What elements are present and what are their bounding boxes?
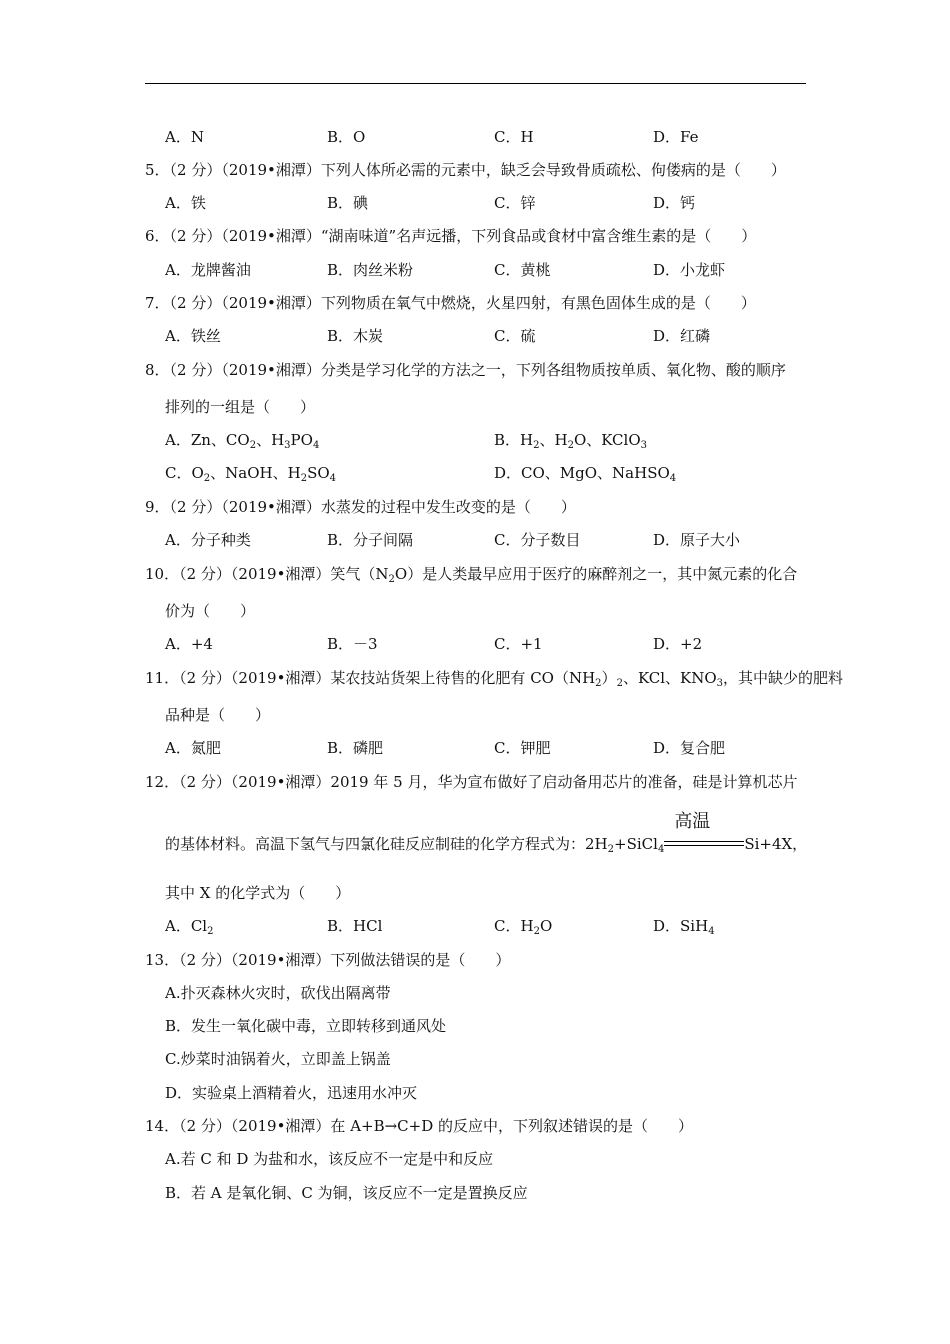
option-c: C．钾肥 bbox=[494, 739, 551, 757]
question-14-option-a: A.若 C 和 D 为盐和水，该反应不一定是中和反应 bbox=[165, 1150, 494, 1168]
question-9-stem: 9．（2 分）（2019•湘潭）水蒸发的过程中发生改变的是（ ） bbox=[145, 498, 576, 516]
question-13-stem: 13．（2 分）（2019•湘潭）下列做法错误的是（ ） bbox=[145, 951, 511, 969]
option-c: C．+1 bbox=[494, 635, 543, 653]
option-b: B．HCl bbox=[327, 917, 383, 935]
question-11-stem-line2: 品种是（ ） bbox=[165, 706, 271, 724]
option-c: C．$O_2$、NaOH、$H_2SO_4$ bbox=[165, 464, 337, 484]
option-c: C．黄桃 bbox=[494, 261, 551, 279]
question-13-option-b: B．发生一氧化碳中毒，立即转移到通风处 bbox=[165, 1017, 447, 1035]
option-b: B．肉丝米粉 bbox=[327, 261, 414, 279]
question-14-option-b: B．若 A 是氧化铜、C 为铜，该反应不一定是置换反应 bbox=[165, 1184, 528, 1202]
option-a: A．$Cl_2$ bbox=[165, 917, 214, 937]
option-c: C．硫 bbox=[494, 327, 536, 345]
option-b: B．$H_2$、$H_2O$、KClO$_3$ bbox=[494, 431, 648, 451]
option-a: A．铁丝 bbox=[165, 327, 221, 345]
option-d: D．+2 bbox=[653, 635, 703, 653]
question-13-option-d: D．实验桌上酒精着火，迅速用水冲灭 bbox=[165, 1084, 418, 1102]
question-13-option-c: C.炒菜时油锅着火，立即盖上锅盖 bbox=[165, 1050, 391, 1068]
option-d: D．SiH$_4$ bbox=[653, 917, 715, 937]
option-b: B．分子间隔 bbox=[327, 531, 414, 549]
question-5-stem: 5．（2 分）（2019•湘潭）下列人体所必需的元素中，缺乏会导致骨质疏松、佝偻病的是（ ） bbox=[145, 161, 786, 179]
question-8-stem-line1: 8．（2 分）（2019•湘潭）分类是学习化学的方法之一，下列各组物质按单质、氧化物、酸的顺序 bbox=[145, 361, 786, 379]
question-10-stem-line2: 价为（ ） bbox=[165, 602, 256, 620]
condition-label: 高温 bbox=[674, 811, 711, 832]
option-a: A．氮肥 bbox=[165, 739, 221, 757]
question-14-stem: 14．（2 分）（2019•湘潭）在 A+B→C+D 的反应中，下列叙述错误的是（ ） bbox=[145, 1117, 694, 1135]
option-d: D．CO、MgO、NaHSO$_4$ bbox=[494, 464, 677, 484]
option-b: B．O bbox=[327, 128, 366, 146]
option-a: A．+4 bbox=[165, 635, 213, 653]
question-11-stem-line1: 11．（2 分）（2019•湘潭）某农技站货架上待售的化肥有 $CO(NH_2)_2$、KCl、$KNO_3$，其中缺少的肥料 bbox=[145, 669, 844, 689]
option-d: D．复合肥 bbox=[653, 739, 726, 757]
question-8-stem-line2: 排列的一组是（ ） bbox=[165, 398, 316, 416]
question-12-stem-line2: 的基体材料。高温下氢气与四氯化硅反应制硅的化学方程式为：$2H_2+SiCl_4$ 高温 Si+4X， bbox=[165, 811, 808, 855]
question-12-stem-line1: 12．（2 分）（2019•湘潭）2019 年 5 月，华为宣布做好了启动备用芯片的准备，硅是计算机芯片 bbox=[145, 773, 798, 791]
option-b: B．磷肥 bbox=[327, 739, 384, 757]
option-c: C．H bbox=[494, 128, 534, 146]
option-d: D．小龙虾 bbox=[653, 261, 726, 279]
question-12-stem-line3: 其中 X 的化学式为（ ） bbox=[165, 884, 351, 902]
option-c: C．锌 bbox=[494, 194, 536, 212]
equals-bar-top bbox=[664, 841, 744, 842]
question-10-stem-line1: 10．（2 分）（2019•湘潭）笑气$(N_2O)$是人类最早应用于医疗的麻醉剂之一，其中氮元素的化合 bbox=[145, 565, 798, 585]
equals-bar-bottom bbox=[664, 845, 744, 846]
option-a: A．铁 bbox=[165, 194, 206, 212]
header-rule bbox=[145, 83, 806, 84]
question-7-stem: 7．（2 分）（2019•湘潭）下列物质在氧气中燃烧，火星四射，有黑色固体生成的是（ ） bbox=[145, 294, 756, 312]
option-d: D．Fe bbox=[653, 128, 699, 146]
question-13-option-a: A.扑灭森林火灾时，砍伐出隔离带 bbox=[165, 984, 391, 1002]
option-a: A．Zn、$CO_2$、$H_3PO_4$ bbox=[165, 431, 320, 451]
question-6-stem: 6．（2 分）（2019•湘潭）“湖南味道”名声远播，下列食品或食材中富含维生素的是（ ） bbox=[145, 227, 757, 245]
option-c: C．$H_2O$ bbox=[494, 917, 553, 937]
option-b: B．－3 bbox=[327, 635, 378, 653]
option-d: D．钙 bbox=[653, 194, 696, 212]
reaction-condition bbox=[664, 811, 744, 854]
option-b: B．碘 bbox=[327, 194, 369, 212]
option-d: D．红磷 bbox=[653, 327, 711, 345]
option-c: C．分子数目 bbox=[494, 531, 581, 549]
option-b: B．木炭 bbox=[327, 327, 384, 345]
option-d: D．原子大小 bbox=[653, 531, 741, 549]
option-a: A．分子种类 bbox=[165, 531, 251, 549]
option-a: A．N bbox=[165, 128, 204, 146]
option-a: A．龙牌酱油 bbox=[165, 261, 251, 279]
